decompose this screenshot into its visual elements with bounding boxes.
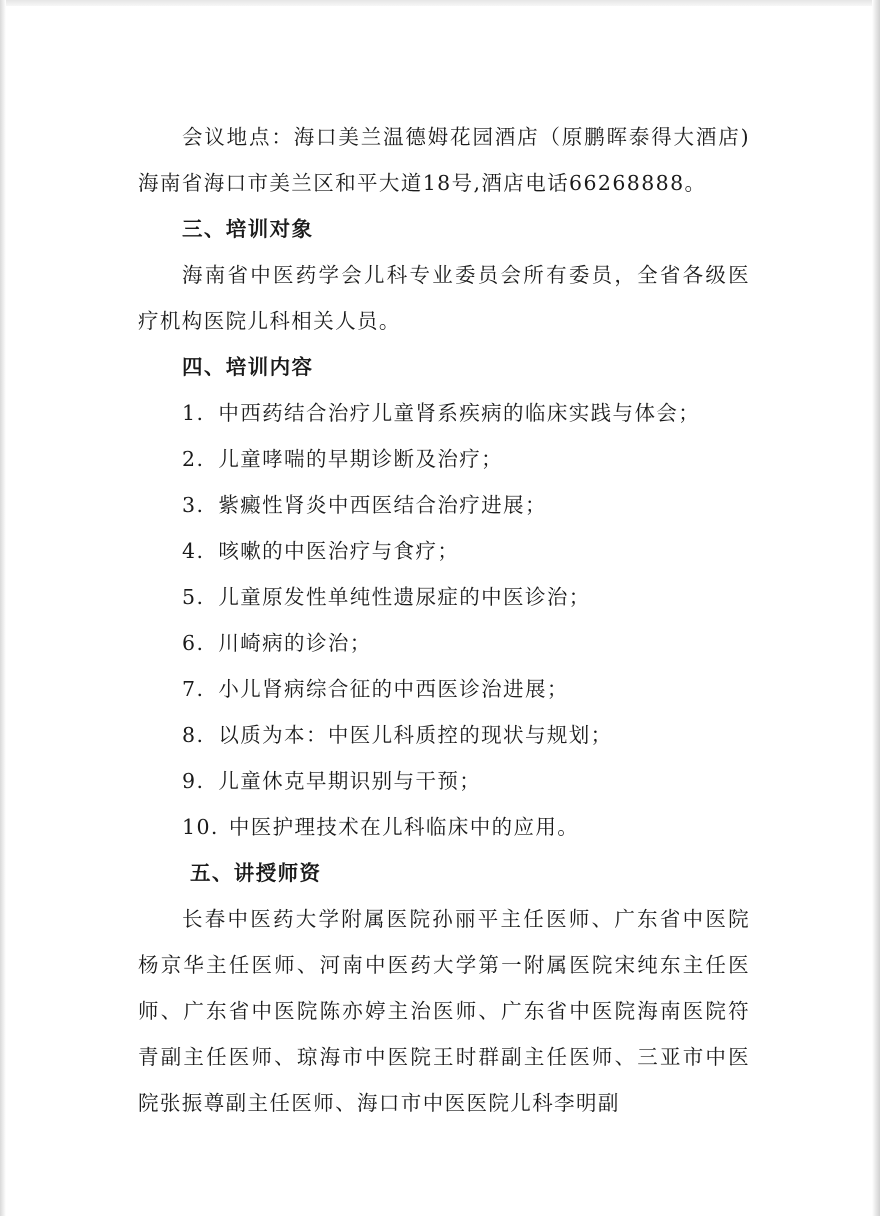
list-item-text: 以质为本：中医儿科质控的现状与规划；	[218, 723, 613, 747]
list-item-number: 7.	[182, 677, 205, 701]
section-3-body: 海南省中医药学会儿科专业委员会所有委员，全省各级医疗机构医院儿科相关人员。	[138, 263, 750, 333]
list-item-text: 小儿肾病综合征的中西医诊治进展；	[218, 677, 569, 701]
list-item-text: 紫癜性肾炎中西医结合治疗进展；	[218, 493, 547, 517]
list-item-number: 3.	[182, 493, 205, 517]
list-item	[138, 436, 750, 482]
list-item-number: 6.	[182, 631, 205, 655]
location-paragraph: 会议地点：海口美兰温德姆花园酒店（原鹏晖泰得大酒店)海南省海口市美兰区和平大道18号,酒店电话66268888。	[138, 125, 750, 195]
list-item-number: 10.	[182, 815, 219, 839]
list-item	[138, 712, 750, 758]
list-item-text: 中医护理技术在儿科临床中的应用。	[228, 815, 580, 839]
list-item-number: 2.	[182, 447, 205, 471]
list-item	[138, 620, 750, 666]
list-item-text: 儿童哮喘的早期诊断及治疗；	[218, 447, 504, 471]
viewer-top-edge	[0, 0, 880, 6]
list-item-number: 4.	[182, 539, 205, 563]
list-item	[138, 574, 750, 620]
section-5-heading: 五、讲授师资	[190, 861, 322, 885]
list-item-text: 咳嗽的中医治疗与食疗；	[218, 539, 460, 563]
list-item	[138, 666, 750, 712]
list-item	[138, 528, 750, 574]
list-item	[138, 804, 750, 850]
section-5-body: 长春中医药大学附属医院孙丽平主任医师、广东省中医院杨京华主任医师、河南中医药大学第一附属医院宋纯东主任医师、广东省中医院陈亦婷主治医师、广东省中医院海南医院符青副主任医师、琼海市中医院王时群副主任医师、三亚市中医院张振尊副主任医师、海口市中医医院儿科李明副	[138, 907, 750, 1115]
training-content-list	[138, 390, 750, 850]
list-item-number: 8.	[182, 723, 205, 747]
page-shadow-left	[0, 0, 6, 1216]
section-3-heading: 三、培训对象	[182, 217, 314, 241]
list-item-text: 中西药结合治疗儿童肾系疾病的临床实践与体会；	[218, 401, 701, 425]
list-item-text: 川崎病的诊治；	[218, 631, 372, 655]
page-shadow-right	[872, 0, 880, 1216]
list-item-text: 儿童原发性单纯性遗尿症的中医诊治；	[218, 585, 591, 609]
list-item-number: 1.	[182, 401, 205, 425]
list-item-text: 儿童休克早期识别与干预；	[218, 769, 482, 793]
section-4-heading: 四、培训内容	[182, 355, 314, 379]
list-item	[138, 758, 750, 804]
list-item	[138, 390, 750, 436]
list-item-number: 5.	[182, 585, 205, 609]
list-item	[138, 482, 750, 528]
list-item-number: 9.	[182, 769, 205, 793]
document-body	[138, 114, 750, 1126]
